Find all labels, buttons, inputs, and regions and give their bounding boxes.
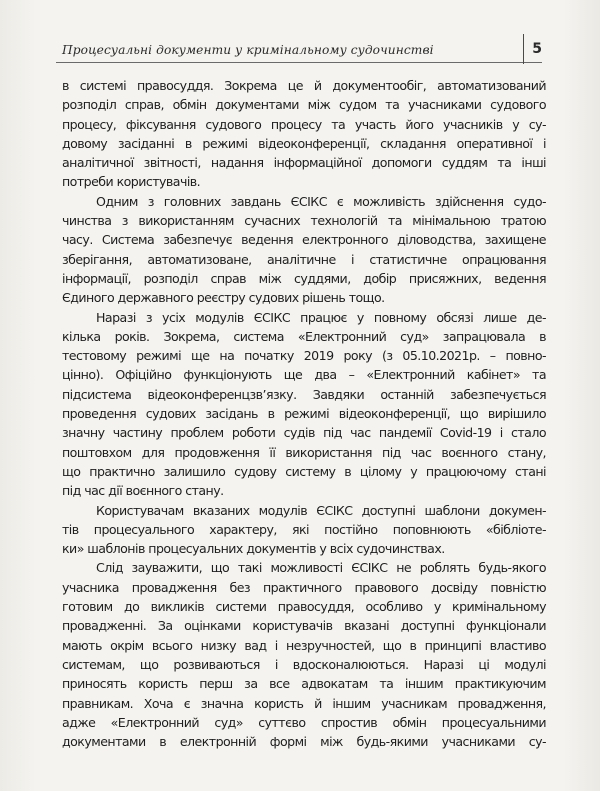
body-text: [62, 76, 546, 751]
text-line: документами в електронній формі між будь-якими учасниками су-: [62, 734, 546, 750]
paragraph: [62, 501, 546, 559]
text-line: в системі правосуддя. Зокрема це й документообіг, автоматизований: [62, 78, 546, 93]
text-line: під час дії воєнного стану.: [62, 483, 224, 499]
text-line: значну частину проблем роботи судів під час пандемії Covid-19 і стало: [62, 425, 546, 441]
text-line: готовим до викликів системи правосуддя, особливо у кримінальному: [62, 599, 546, 615]
paragraph: [62, 308, 546, 501]
paragraph: [62, 558, 546, 751]
running-header: [56, 40, 542, 63]
text-line: чинства з використанням сучасних технологій та мінімальною тратою: [62, 213, 546, 229]
text-line: підсистема відеоконференцзв’язку. Завдяки останній забезпечується: [62, 386, 546, 402]
text-line: Одним з головних завдань ЄСІКС є можливість здійснення судо-: [96, 193, 546, 209]
text-line: тестовому режимі ще на початку 2019 року (з 05.10.2021р. – повно-: [62, 348, 546, 364]
text-line: довому засіданні в режимі відеоконференції, складання оперативної і: [62, 135, 546, 151]
paragraph: [62, 192, 546, 308]
text-line: Наразі з усіх модулів ЄСІКС працює у повному обсязі лише де-: [96, 309, 546, 325]
text-line: інформації, розподіл справ між суддями, добір присяжних, ведення: [62, 270, 546, 286]
text-line: ки» шаблонів процесуальних документів у всіх судочинствах.: [62, 541, 445, 557]
text-line: потреби користувачів.: [62, 174, 201, 190]
text-line: проведення судових засідань в режимі відеоконференції, що вирішило: [62, 406, 546, 422]
text-line: адже «Електронний суд» суттєво спростив обмін процесуальними: [62, 714, 546, 730]
text-line: цінно). Офіційно функціонують ще два – «Електронний кабінет» та: [62, 367, 546, 383]
text-line: Слід зауважити, що такі можливості ЄСІКС не роблять будь-якого: [96, 560, 546, 576]
text-line: учасника провадження без практичного правового досвіду повністю: [62, 579, 546, 595]
text-line: що практично залишило судову систему в цілому у працюючому стані: [62, 463, 546, 479]
text-line: процесу, фіксування судового процесу та участь його учасників у су-: [62, 116, 546, 132]
text-line: провадженні. За оцінками користувачів вказані доступні функціонали: [62, 618, 546, 634]
running-title: Процесуальні документи у кримінальному судочинстві: [62, 43, 434, 57]
text-line: мають окрім всього низку вад і незручностей, що в принципі властиво: [62, 637, 546, 653]
text-line: Єдиного державного реєстру судових рішень тощо.: [62, 290, 385, 306]
text-line: Користувачам вказаних модулів ЄСІКС доступні шаблони докумен-: [96, 502, 546, 518]
page-number: 5: [532, 41, 542, 57]
text-line: аналітичної звітності, надання інформаційної допомоги суддям та інші: [62, 155, 546, 171]
text-line: поштовхом для продовження її використання під час воєнного стану,: [62, 444, 546, 460]
paragraph: [62, 76, 546, 192]
text-line: кілька років. Зокрема, система «Електронний суд» запрацювала в: [62, 328, 546, 344]
text-line: зберігання, автоматизоване, аналітичне і статистичне опрацювання: [62, 251, 546, 267]
header-divider: [523, 34, 524, 64]
text-line: системам, що розвиваються і вдосконалюються. Наразі ці модулі: [62, 656, 546, 672]
text-line: тів процесуального характеру, які постійно поповнюють «бібліоте-: [62, 521, 546, 537]
text-line: приносять користь перш за все адвокатам та іншим практикуючим: [62, 676, 546, 692]
text-line: правникам. Хоча є значна користь й іншим учасникам провадження,: [62, 695, 546, 711]
text-line: розподіл справ, обмін документами між судом та учасниками судового: [62, 97, 546, 113]
text-line: часу. Система забезпечує ведення електронного діловодства, захищене: [62, 232, 546, 248]
